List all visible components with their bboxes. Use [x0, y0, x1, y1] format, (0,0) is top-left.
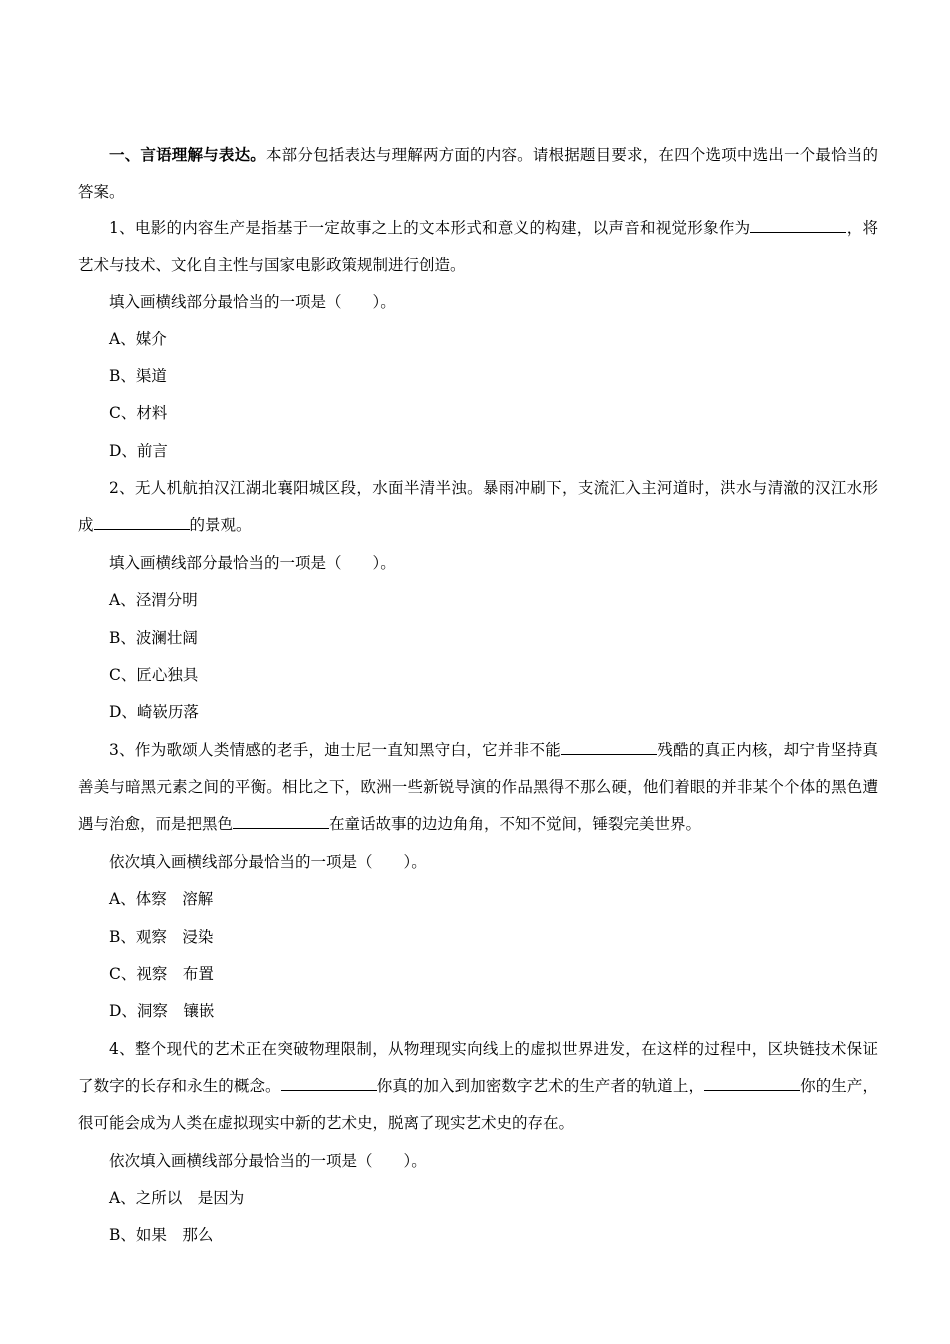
answer-blank	[750, 218, 846, 233]
question-3-stem	[78, 732, 878, 843]
question-3-option-d: D、洞察 镶嵌	[109, 1002, 215, 1020]
answer-blank	[94, 515, 190, 530]
answer-blank	[704, 1076, 800, 1091]
answer-blank	[281, 1076, 377, 1091]
question-3-option-b: B、观察 浸染	[109, 928, 214, 946]
question-4-text-b: 你真的加入到加密数字艺术的生产者的轨道上，	[376, 1077, 705, 1095]
question-1-option-c: C、材料	[109, 404, 168, 422]
question-2-text-b: 的景观。	[189, 516, 252, 534]
question-2-option-b: B、波澜壮阔	[109, 629, 198, 647]
question-1-prompt: 填入画横线部分最恰当的一项是（ ）。	[109, 293, 396, 311]
question-4-text-a: 4、整个现代的艺术正在突破物理限制，从物理现实向线上的虚拟世界进发，在这样的过程中，区块链技术保证了数字的长存和永生的概念。	[78, 1040, 878, 1095]
question-1-option-b: B、渠道	[109, 367, 167, 385]
question-1-text-b: ，将艺术与技术、文化自主性与国家电影政策规制进行创造。	[78, 219, 878, 274]
question-1-option-a: A、媒介	[109, 330, 167, 348]
question-1-text-a: 1、电影的内容生产是指基于一定故事之上的文本形式和意义的构建，以声音和视觉形象作为	[109, 219, 751, 237]
section-intro: 本部分包括表达与理解两方面的内容。请根据题目要求，在四个选项中选出一个最恰当的答案。	[78, 146, 878, 201]
question-2-option-d: D、崎嵚历落	[109, 703, 199, 721]
answer-blank	[233, 814, 329, 829]
question-1-option-d: D、前言	[109, 442, 168, 460]
question-2-text-a: 2、无人机航拍汉江湖北襄阳城区段，水面半清半浊。暴雨冲刷下，支流汇入主河道时，洪水与清澈的汉江水形成	[78, 479, 878, 534]
question-3-text-b: 残酷的真正内核，却宁肯坚持真善美与暗黑元素之间的平衡。相比之下，欧洲一些新锐导演的作品黑得不那么硬，他们着眼的并非某个个体的黑色遭遇与治愈，而是把黑色	[78, 741, 878, 833]
question-3-option-a: A、体察 溶解	[109, 890, 214, 908]
question-2-stem	[78, 470, 878, 544]
question-4-stem	[78, 1031, 878, 1142]
question-3-prompt: 依次填入画横线部分最恰当的一项是（ ）。	[109, 853, 427, 871]
question-4-option-a: A、之所以 是因为	[109, 1189, 245, 1207]
answer-blank	[561, 740, 657, 755]
question-4-text-c: 你的生产，很可能会成为人类在虚拟现实中新的艺术史，脱离了现实艺术史的存在。	[78, 1077, 878, 1132]
question-2-option-a: A、泾渭分明	[109, 591, 198, 609]
section-heading: 一、言语理解与表达。	[109, 145, 266, 164]
question-3-text-a: 3、作为歌颂人类情感的老手，迪士尼一直知黑守白，它并非不能	[109, 741, 562, 759]
question-1-stem	[78, 210, 878, 284]
question-3-text-c: 在童话故事的边边角角，不知不觉间，锤裂完美世界。	[329, 815, 702, 833]
question-4-option-b: B、如果 那么	[109, 1226, 214, 1244]
question-2-prompt: 填入画横线部分最恰当的一项是（ ）。	[109, 554, 396, 572]
question-2-option-c: C、匠心独具	[109, 666, 199, 684]
question-3-option-c: C、视察 布置	[109, 965, 214, 983]
question-4-prompt: 依次填入画横线部分最恰当的一项是（ ）。	[109, 1152, 427, 1170]
section-header	[78, 136, 878, 211]
